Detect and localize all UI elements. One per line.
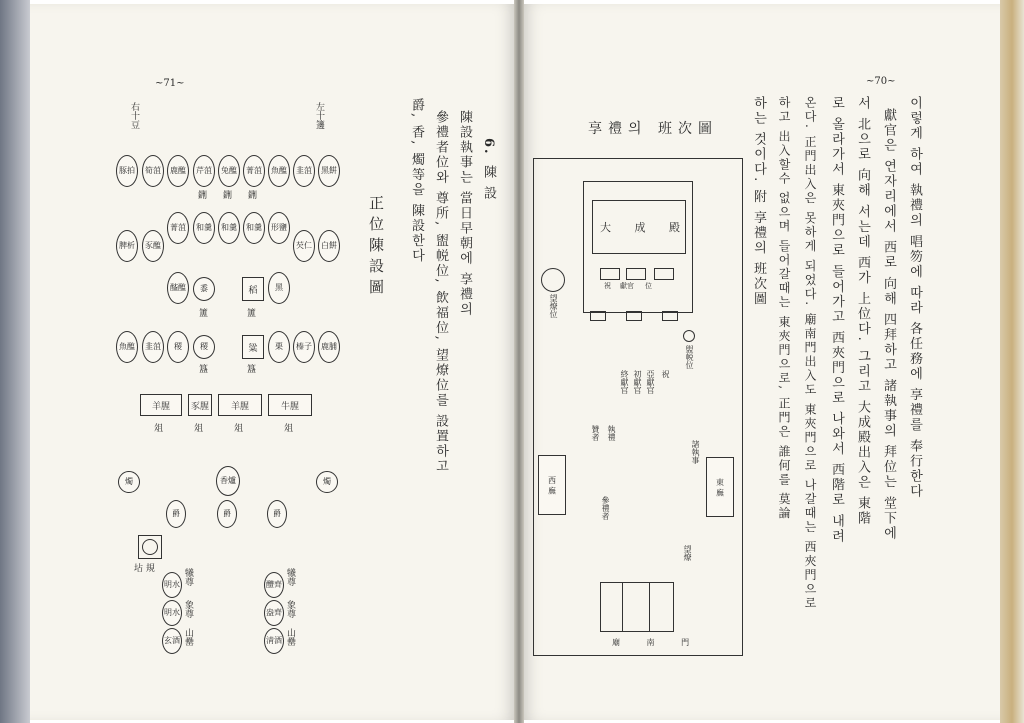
offering-oval: 鹿脯: [318, 331, 340, 363]
offering-oval: 韭菹: [142, 331, 164, 363]
tray-box: 羊腥: [218, 394, 262, 416]
candle-oval: 燭: [316, 471, 338, 493]
section-heading: 陳 設: [481, 165, 496, 202]
official-label: 執禮: [607, 425, 616, 441]
body-column-3: 爵, 香, 燭等을 陳設한다: [409, 98, 424, 264]
vessel-label: 簠: [247, 309, 257, 319]
offering-box: 粱: [242, 335, 264, 359]
vessel-oval: 明水: [162, 572, 182, 598]
offering-oval: 榛子: [293, 331, 315, 363]
body-column-4: 로 올라가서 東夾門으로 들어가고 西夾門으로 나와서 西階로 내려: [829, 96, 844, 544]
offering-oval: 豕醢: [142, 230, 164, 262]
altar-label: 獻官: [620, 282, 634, 290]
step: [626, 311, 642, 321]
body-column-2: 參禮者位와 尊所, 盥帨位, 飲福位, 望燎位를 設置하고: [433, 110, 448, 475]
basin-label: 坫 規: [134, 564, 155, 574]
offering-oval: 菁菹: [243, 155, 265, 187]
step: [662, 311, 678, 321]
basin-label: 盥帨位: [685, 345, 694, 369]
offering-oval: 魚醢: [116, 331, 138, 363]
tray-label: 俎: [284, 424, 294, 434]
offering-oval: 魚醢: [268, 155, 290, 187]
offering-oval: 筍菹: [142, 155, 164, 187]
offering-oval: 黑餠: [318, 155, 340, 187]
body-column-6: 하고 出入할수 없으며 들어갈때는 東夾門으로, 正門은 誰何를 莫論: [777, 96, 791, 521]
official-label: 亞獻官: [646, 370, 655, 394]
vessel-label: 簠: [199, 309, 209, 319]
vessel-label: 鉶: [198, 191, 208, 201]
page-number-left: ~71~: [155, 78, 185, 89]
cup-oval: 爵: [267, 500, 287, 528]
body-column-1: 陳設執事는 當日早朝에 享禮의: [457, 110, 472, 318]
body-column-3: 서 北으로 向해 서는데 西가 上位다. 그리고 大成殿出入은 東階: [855, 96, 870, 527]
gate-side-label: 望燎: [683, 545, 692, 561]
offering-oval: 栗: [268, 331, 290, 363]
diagram-title-right: 享禮의 班次圖: [588, 121, 718, 137]
altar-label: 祝: [604, 282, 611, 290]
vessel-name: 山罍: [183, 628, 193, 646]
vessel-name: 象尊: [183, 600, 193, 618]
vessel-oval: 玄酒: [162, 628, 182, 654]
offering-oval: 和羹: [193, 212, 215, 244]
book-left-edge: [0, 0, 30, 723]
step: [590, 311, 606, 321]
offering-oval: 稷: [167, 331, 189, 363]
cup-oval: 爵: [217, 500, 237, 528]
south-gate-door: [622, 582, 650, 632]
offering-oval: 和羹: [243, 212, 265, 244]
offering-oval: 醓醢: [167, 272, 189, 304]
offering-oval: 稷: [193, 335, 215, 359]
east-hall: 東 廡: [706, 457, 734, 517]
body-column-2: 獻官은 연자리에서 西로 向해 四拜하고 諸執事의 拜位는 堂下에: [881, 108, 896, 541]
bell-label: 望燎位: [549, 294, 558, 318]
main-hall-label: 大 成 殿: [600, 221, 690, 234]
vessel-name: 象尊: [285, 600, 295, 618]
participants-label: 參禮者: [601, 496, 610, 520]
diagram-title-left: 正位陳設圖: [367, 195, 385, 300]
vessel-oval: 盎齊: [264, 600, 284, 626]
side-label-right-ten: 右十豆: [129, 102, 139, 129]
vessel-name: 山罍: [285, 628, 295, 646]
official-label: 贊者: [591, 425, 600, 441]
incense-burner-oval: 香爐: [216, 466, 240, 496]
bell-icon: [541, 268, 565, 292]
body-column-5: 온다. 正門出入은 못하게 되었다. 廟南門出入도 東夾門으로 나갈때는 西夾門으로: [803, 96, 817, 611]
offering-oval: 芹菹: [193, 155, 215, 187]
offering-oval: 形鹽: [268, 212, 290, 244]
offering-oval: 韭菹: [293, 155, 315, 187]
vessel-label: 鉶: [248, 191, 258, 201]
altar-table: [626, 268, 646, 280]
offering-oval: 黑: [268, 272, 290, 304]
official-label: 初獻官: [633, 370, 642, 394]
offering-oval: 豚拍: [116, 155, 138, 187]
offering-oval: 黍: [193, 277, 215, 301]
tray-box: 羊腥: [140, 394, 182, 416]
west-hall: 西 廡: [538, 455, 566, 515]
basin-icon: [683, 330, 695, 342]
offering-oval: 菁菹: [167, 212, 189, 244]
altar-table: [600, 268, 620, 280]
tray-box: 豕腥: [188, 394, 212, 416]
vessel-oval: 醴齊: [264, 572, 284, 598]
offering-oval: 鹿醢: [167, 155, 189, 187]
book-right-edge: [1000, 0, 1024, 723]
official-label: 終獻官: [620, 370, 629, 394]
tray-label: 俎: [194, 424, 204, 434]
offering-oval: 白餠: [318, 230, 340, 262]
side-label-left-ten: 左十籩: [314, 102, 324, 129]
altar-label: 位: [645, 282, 652, 290]
offering-box: 稻: [242, 277, 264, 301]
gate-label: 廟 南 門: [612, 638, 702, 647]
basin-icon: [142, 539, 158, 555]
executives-label: 諸執事: [691, 440, 700, 464]
offering-oval: 兔醢: [218, 155, 240, 187]
vessel-oval: 淸酒: [264, 628, 284, 654]
tray-box: 牛腥: [268, 394, 312, 416]
vessel-label: 簋: [199, 365, 209, 375]
book-spine: [514, 0, 524, 723]
section-number: 6.: [481, 138, 496, 156]
page-number-right: ~70~: [866, 76, 896, 87]
offering-oval: 脾析: [116, 230, 138, 262]
tray-label: 俎: [234, 424, 244, 434]
candle-oval: 燭: [118, 471, 140, 493]
vessel-oval: 明水: [162, 600, 182, 626]
body-column-7: 하는 것이다. 附 享禮의 班次圖: [751, 96, 766, 307]
vessel-label: 鉶: [223, 191, 233, 201]
vessel-name: 犧尊: [285, 568, 295, 586]
body-column-1: 이렇게 하여 執禮의 唱笏에 따라 各任務에 享禮를 奉行한다: [907, 96, 922, 499]
vessel-label: 簋: [247, 365, 257, 375]
offering-oval: 芡仁: [293, 230, 315, 262]
vessel-name: 犧尊: [183, 568, 193, 586]
tray-label: 俎: [154, 424, 164, 434]
cup-oval: 爵: [166, 500, 186, 528]
altar-table: [654, 268, 674, 280]
official-label: 祝: [661, 370, 670, 378]
offering-oval: 和羹: [218, 212, 240, 244]
